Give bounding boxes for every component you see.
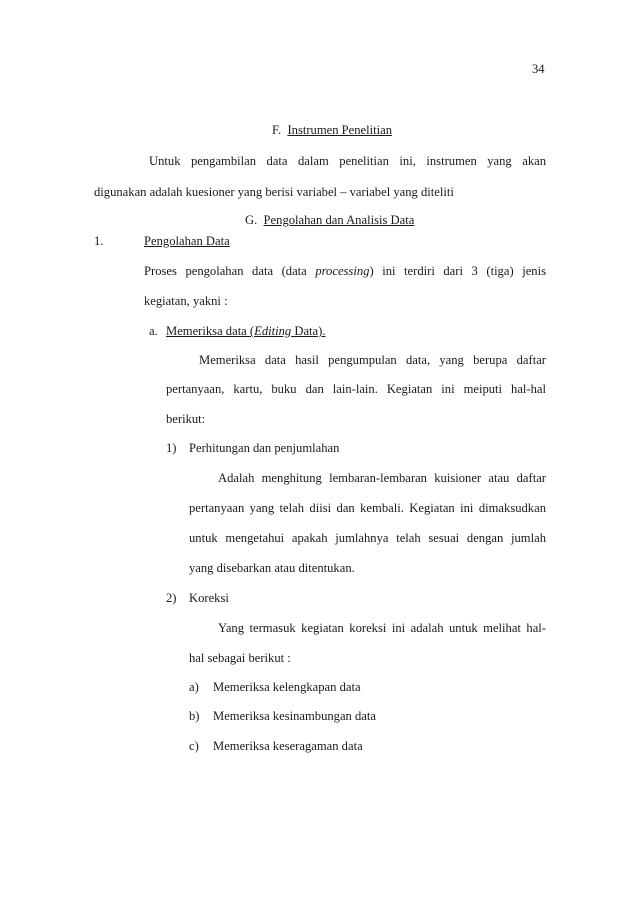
item-a-para-line-2: pertanyaan, kartu, buku dan lain-lain. Kegiatan ini meiputi hal-hal [166,382,546,396]
item-a-title-italic: Editing [254,324,292,338]
list-item: Memeriksa kelengkapan data [213,680,361,694]
item-a-title-post: Data). [291,324,326,338]
list-item: Memeriksa kesinambungan data [213,709,376,723]
page-number: 34 [532,62,545,76]
sub-2-para-line-1: Yang termasuk kegiatan koreksi ini adalah untuk melihat hal- [218,621,546,635]
item-1-para-pre: Proses pengolahan data (data [144,264,316,278]
item-1-number: 1. [94,234,104,248]
section-f-title: Instrumen Penelitian [287,123,393,137]
item-1-para-line-1 [144,263,546,279]
item-a-para-line-3: berikut: [166,412,206,426]
section-f-heading [272,122,392,138]
section-f-para-line-1: Untuk pengambilan data dalam penelitian ini, instrumen yang akan [149,154,546,168]
list-item-marker: b) [189,709,200,723]
item-a-para-line-1: Memeriksa data hasil pengumpulan data, yang berupa daftar [199,353,546,367]
sub-2-marker: 2) [166,591,177,605]
sub-2-title: Koreksi [189,591,229,605]
sub-1-marker: 1) [166,441,177,455]
section-g-marker: G. [245,213,258,227]
sub-1-para-line-4: yang disebarkan atau ditentukan. [189,561,355,575]
list-item: Memeriksa keseragaman data [213,739,363,753]
section-g-heading [245,212,414,228]
sub-1-para-line-2: pertanyaan yang telah diisi dan kembali. Kegiatan ini dimaksudkan [189,501,546,515]
sub-2-para-line-2: hal sebagai berikut : [189,651,291,665]
sub-1-para-line-3: untuk mengetahui apakah jumlahnya telah sesuai dengan jumlah [189,531,546,545]
item-1-para-line-2: kegiatan, yakni : [144,294,228,308]
sub-1-para-line-1: Adalah menghitung lembaran-lembaran kuisioner atau daftar [218,471,546,485]
section-f-marker: F. [272,123,282,137]
item-a-marker: a. [149,324,158,338]
list-item-marker: c) [189,739,199,753]
item-a-title [166,323,325,339]
item-1-para-italic: processing [315,264,370,278]
sub-1-title: Perhitungan dan penjumlahan [189,441,340,455]
item-a-title-pre: Memeriksa data ( [166,324,255,338]
item-1-para-post: ) ini terdiri dari 3 (tiga) jenis [369,264,546,278]
item-1-title: Pengolahan Data [144,234,230,248]
section-g-title: Pengolahan dan Analisis Data [263,213,415,227]
section-f-para-line-2: digunakan adalah kuesioner yang berisi variabel – variabel yang diteliti [94,185,454,199]
list-item-marker: a) [189,680,199,694]
